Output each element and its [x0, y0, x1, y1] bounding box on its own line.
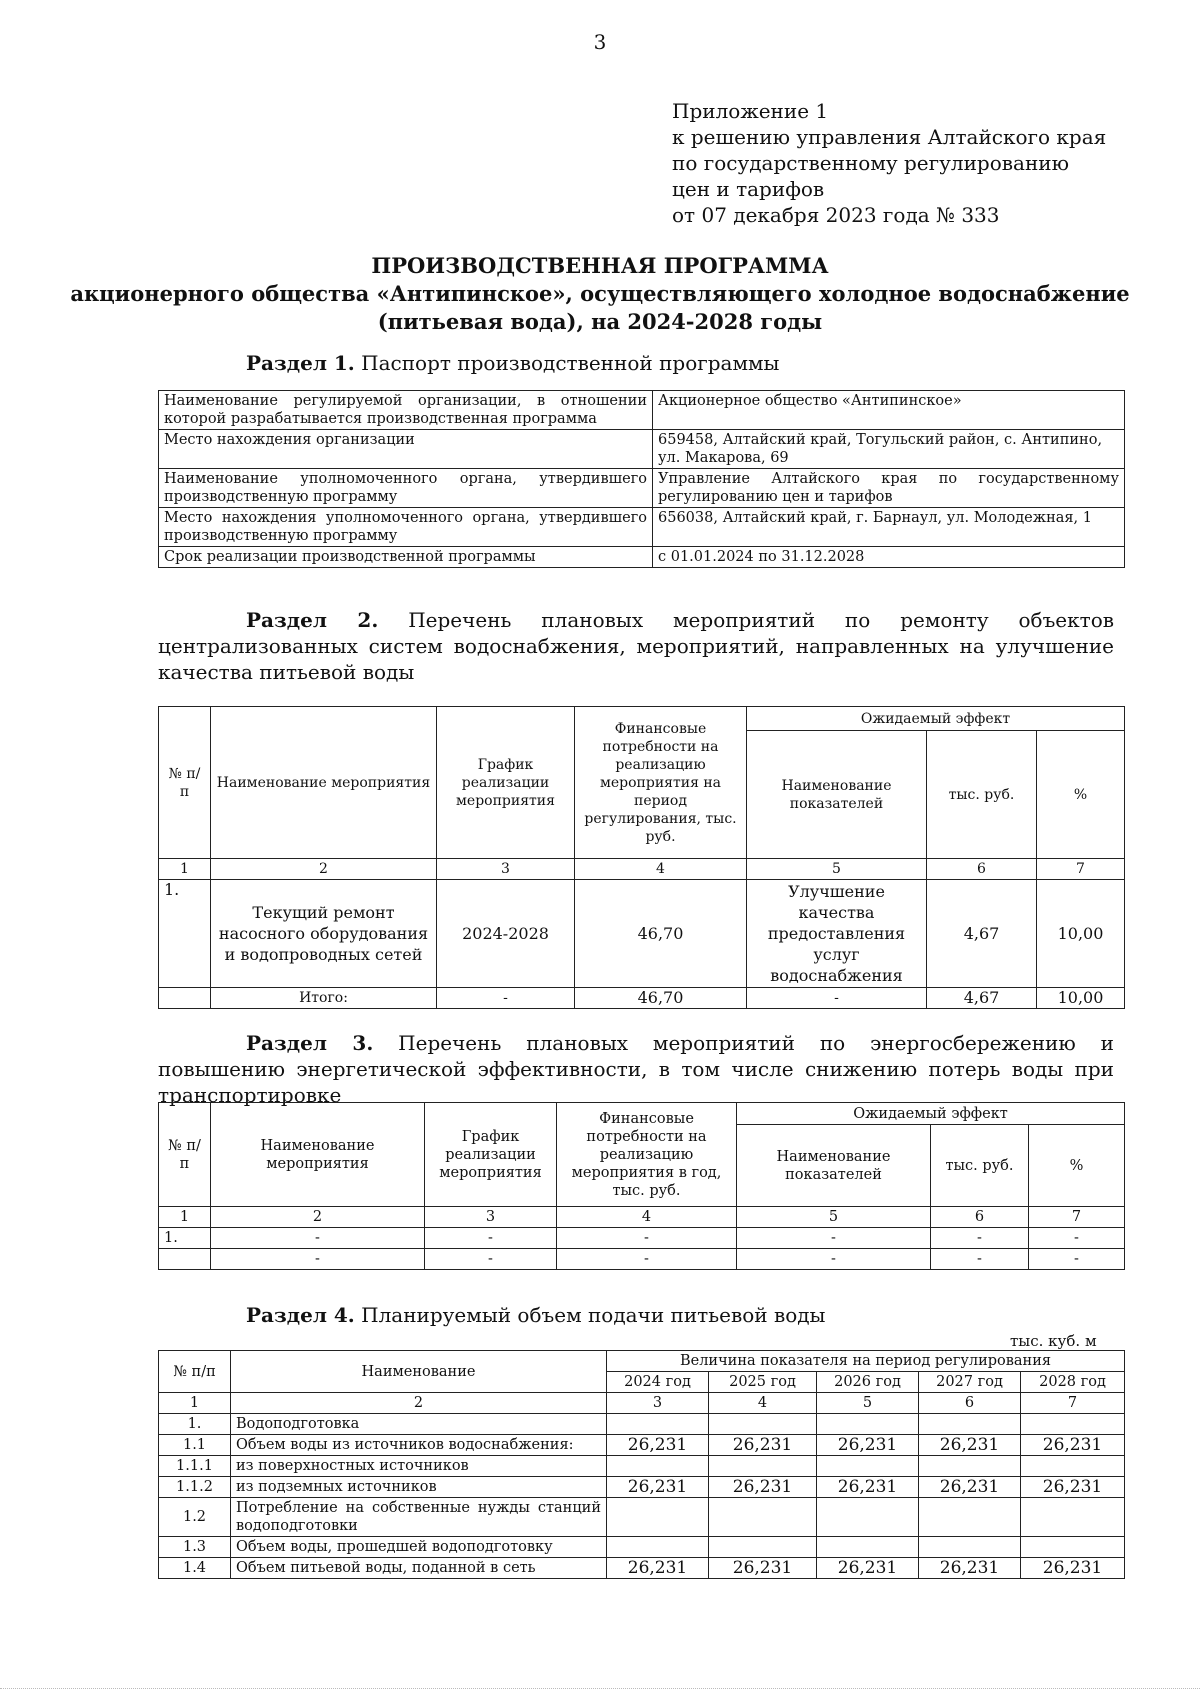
col-number: 4 — [575, 859, 747, 880]
year-value: 26,231 — [1021, 1477, 1125, 1498]
year-value — [919, 1456, 1021, 1477]
col-effect-header: Ожидаемый эффект — [747, 707, 1125, 731]
total-pct: 10,00 — [1037, 988, 1125, 1009]
year-value — [919, 1414, 1021, 1435]
table-header-row — [159, 707, 1125, 731]
table-row — [159, 1558, 1125, 1579]
year-value: 26,231 — [919, 1435, 1021, 1456]
energy-measures-table — [158, 1102, 1125, 1270]
year-value — [817, 1537, 919, 1558]
year-value: 26,231 — [607, 1435, 709, 1456]
table-row — [159, 547, 1125, 568]
year-value — [607, 1414, 709, 1435]
passport-value: с 01.01.2024 по 31.12.2028 — [653, 547, 1125, 568]
passport-key: Место нахождения уполномоченного органа, утвердившего производственную программу — [159, 508, 653, 547]
col-number: 7 — [1029, 1207, 1125, 1228]
water-supply-volume-table — [158, 1350, 1125, 1579]
col-number: 7 — [1037, 859, 1125, 880]
unit-label: тыс. куб. м — [1010, 1332, 1097, 1350]
col-effect-header: Ожидаемый эффект — [737, 1103, 1125, 1125]
col-period-header: Величина показателя на период регулирования — [607, 1351, 1125, 1372]
table-row — [159, 1435, 1125, 1456]
col-pct-header: % — [1029, 1125, 1125, 1207]
row-num — [159, 1249, 211, 1270]
col-number: 1 — [159, 1207, 211, 1228]
repair-measures-table — [158, 706, 1125, 1009]
table-row — [159, 1477, 1125, 1498]
section-3-text: Перечень плановых мероприятий по энергосбережению и повышению энергетической эффективности, в том числе снижению потерь воды при транспортировке — [158, 1031, 1114, 1107]
passport-value: 659458, Алтайский край, Тогульский район, с. Антипино, ул. Макарова, 69 — [653, 430, 1125, 469]
passport-key: Срок реализации производственной программы — [159, 547, 653, 568]
year-value — [919, 1537, 1021, 1558]
year-value — [607, 1537, 709, 1558]
cell: - — [737, 1249, 931, 1270]
year-value: 26,231 — [607, 1558, 709, 1579]
col-num-header: № п/п — [159, 1103, 211, 1207]
col-name-header: Наименование мероприятия — [211, 707, 437, 859]
cell: - — [1029, 1249, 1125, 1270]
year-value: 26,231 — [1021, 1435, 1125, 1456]
col-number: 1 — [159, 859, 211, 880]
row-name: из поверхностных источников — [231, 1456, 607, 1477]
year-value — [1021, 1456, 1125, 1477]
year-value — [709, 1537, 817, 1558]
table-row — [159, 508, 1125, 547]
year-value: 26,231 — [817, 1477, 919, 1498]
total-schedule: - — [437, 988, 575, 1009]
table-row — [159, 1537, 1125, 1558]
cell: - — [931, 1249, 1029, 1270]
section-4-heading — [246, 1302, 825, 1328]
passport-value: Акционерное общество «Антипинское» — [653, 391, 1125, 430]
cell: - — [737, 1228, 931, 1249]
appendix-line: от 07 декабря 2023 года № 333 — [672, 203, 1000, 227]
table-row — [159, 880, 1125, 988]
row-name: из подземных источников — [231, 1477, 607, 1498]
year-value: 26,231 — [709, 1477, 817, 1498]
cell: - — [557, 1249, 737, 1270]
row-num: 1.1.2 — [159, 1477, 231, 1498]
row-num: 1.1 — [159, 1435, 231, 1456]
col-name-header: Наименование — [231, 1351, 607, 1393]
col-number: 4 — [557, 1207, 737, 1228]
measure-rub: 4,67 — [927, 880, 1037, 988]
year-value — [817, 1414, 919, 1435]
col-pct-header: % — [1037, 731, 1125, 859]
row-num: 1.2 — [159, 1498, 231, 1537]
col-rub-header: тыс. руб. — [927, 731, 1037, 859]
col-number: 5 — [737, 1207, 931, 1228]
title-line-3: (питьевая вода), на 2024-2028 годы — [377, 309, 823, 334]
scan-edge-divider — [0, 1688, 1200, 1690]
year-value — [709, 1498, 817, 1537]
col-number: 6 — [931, 1207, 1029, 1228]
column-number-row — [159, 1393, 1125, 1414]
total-label: Итого: — [211, 988, 437, 1009]
table-row — [159, 1414, 1125, 1435]
col-number: 7 — [1021, 1393, 1125, 1414]
section-2-text: Перечень плановых мероприятий по ремонту объектов централизованных систем водоснабжения, мероприятий, направленных на улучшение качества питьевой воды — [158, 608, 1115, 684]
title-line-2: акционерного общества «Антипинское», осуществляющего холодное водоснабжение — [70, 281, 1130, 306]
year-value — [709, 1456, 817, 1477]
measure-pct: 10,00 — [1037, 880, 1125, 988]
row-name: Объем питьевой воды, поданной в сеть — [231, 1558, 607, 1579]
table-header-row — [159, 1351, 1125, 1372]
col-number: 2 — [231, 1393, 607, 1414]
row-name: Потребление на собственные нужды станций водоподготовки — [231, 1498, 607, 1537]
year-value — [919, 1498, 1021, 1537]
section-4-text: Планируемый объем подачи питьевой воды — [361, 1303, 826, 1327]
passport-key: Место нахождения организации — [159, 430, 653, 469]
year-value — [817, 1456, 919, 1477]
passport-table — [158, 390, 1125, 568]
row-name: Объем воды из источников водоснабжения: — [231, 1435, 607, 1456]
col-finance-header: Финансовые потребности на реализацию мероприятия на период регулирования, тыс. руб. — [575, 707, 747, 859]
col-schedule-header: График реализации мероприятия — [425, 1103, 557, 1207]
year-value — [1021, 1414, 1125, 1435]
year-value: 26,231 — [919, 1477, 1021, 1498]
col-year-header: 2025 год — [709, 1372, 817, 1393]
section-3-label: Раздел 3. — [246, 1031, 374, 1055]
measure-name: Текущий ремонт насосного оборудования и водопроводных сетей — [211, 880, 437, 988]
row-name: Водоподготовка — [231, 1414, 607, 1435]
col-name-header: Наименование мероприятия — [211, 1103, 425, 1207]
total-num-cell — [159, 988, 211, 1009]
year-value — [1021, 1498, 1125, 1537]
year-value — [607, 1498, 709, 1537]
col-number: 2 — [211, 859, 437, 880]
table-row — [159, 1498, 1125, 1537]
total-row — [159, 988, 1125, 1009]
column-number-row — [159, 1207, 1125, 1228]
passport-value: 656038, Алтайский край, г. Барнаул, ул. Молодежная, 1 — [653, 508, 1125, 547]
col-year-header: 2028 год — [1021, 1372, 1125, 1393]
measure-indicator: Улучшение качества предоставления услуг водоснабжения — [747, 880, 927, 988]
col-indicators-header: Наименование показателей — [747, 731, 927, 859]
section-1-label: Раздел 1. — [246, 351, 355, 375]
col-number: 5 — [817, 1393, 919, 1414]
cell: - — [211, 1228, 425, 1249]
appendix-line: к решению управления Алтайского края — [672, 125, 1107, 149]
cell: - — [425, 1249, 557, 1270]
table-row — [159, 430, 1125, 469]
col-year-header: 2024 год — [607, 1372, 709, 1393]
col-number: 6 — [927, 859, 1037, 880]
passport-value: Управление Алтайского края по государственному регулированию цен и тарифов — [653, 469, 1125, 508]
year-value — [607, 1456, 709, 1477]
section-2-heading — [158, 607, 1114, 685]
row-num: 1. — [159, 1228, 211, 1249]
table-row — [159, 1456, 1125, 1477]
col-number: 4 — [709, 1393, 817, 1414]
section-1-text: Паспорт производственной программы — [361, 351, 780, 375]
appendix-line: Приложение 1 — [672, 99, 829, 123]
col-number: 3 — [607, 1393, 709, 1414]
col-number: 5 — [747, 859, 927, 880]
year-value: 26,231 — [607, 1477, 709, 1498]
appendix-block — [672, 98, 1106, 228]
appendix-line: цен и тарифов — [672, 177, 825, 201]
col-rub-header: тыс. руб. — [931, 1125, 1029, 1207]
year-value — [1021, 1537, 1125, 1558]
title-line-1: ПРОИЗВОДСТВЕННАЯ ПРОГРАММА — [371, 253, 829, 278]
col-indicators-header: Наименование показателей — [737, 1125, 931, 1207]
cell: - — [1029, 1228, 1125, 1249]
table-header-row — [159, 1103, 1125, 1125]
table-row — [159, 1249, 1125, 1270]
document-title — [0, 252, 1200, 336]
section-3-heading — [158, 1030, 1114, 1108]
year-value: 26,231 — [817, 1558, 919, 1579]
year-value: 26,231 — [1021, 1558, 1125, 1579]
row-num: 1. — [159, 1414, 231, 1435]
measure-finance: 46,70 — [575, 880, 747, 988]
row-name: Объем воды, прошедшей водоподготовку — [231, 1537, 607, 1558]
total-finance: 46,70 — [575, 988, 747, 1009]
year-value: 26,231 — [709, 1558, 817, 1579]
row-num: 1.1.1 — [159, 1456, 231, 1477]
table-row — [159, 469, 1125, 508]
year-value: 26,231 — [709, 1435, 817, 1456]
col-number: 2 — [211, 1207, 425, 1228]
col-number: 3 — [437, 859, 575, 880]
passport-key: Наименование уполномоченного органа, утвердившего производственную программу — [159, 469, 653, 508]
cell: - — [557, 1228, 737, 1249]
col-num-header: № п/п — [159, 707, 211, 859]
row-num: 1. — [159, 880, 211, 988]
section-2-label: Раздел 2. — [246, 608, 379, 632]
col-year-header: 2026 год — [817, 1372, 919, 1393]
col-num-header: № п/п — [159, 1351, 231, 1393]
col-finance-header: Финансовые потребности на реализацию мероприятия в год, тыс. руб. — [557, 1103, 737, 1207]
col-number: 6 — [919, 1393, 1021, 1414]
total-indicator: - — [747, 988, 927, 1009]
cell: - — [211, 1249, 425, 1270]
measure-schedule: 2024-2028 — [437, 880, 575, 988]
page-number: 3 — [593, 30, 607, 54]
year-value: 26,231 — [919, 1558, 1021, 1579]
table-row — [159, 1228, 1125, 1249]
cell: - — [931, 1228, 1029, 1249]
table-row — [159, 391, 1125, 430]
appendix-line: по государственному регулированию — [672, 151, 1070, 175]
col-number: 1 — [159, 1393, 231, 1414]
row-num: 1.4 — [159, 1558, 231, 1579]
col-number: 3 — [425, 1207, 557, 1228]
year-value — [709, 1414, 817, 1435]
total-rub: 4,67 — [927, 988, 1037, 1009]
col-year-header: 2027 год — [919, 1372, 1021, 1393]
col-schedule-header: График реализации мероприятия — [437, 707, 575, 859]
year-value — [817, 1498, 919, 1537]
cell: - — [425, 1228, 557, 1249]
year-value: 26,231 — [817, 1435, 919, 1456]
section-4-label: Раздел 4. — [246, 1303, 355, 1327]
passport-key: Наименование регулируемой организации, в отношении которой разрабатывается производственная программа — [159, 391, 653, 430]
column-number-row — [159, 859, 1125, 880]
row-num: 1.3 — [159, 1537, 231, 1558]
section-1-heading — [246, 350, 779, 376]
